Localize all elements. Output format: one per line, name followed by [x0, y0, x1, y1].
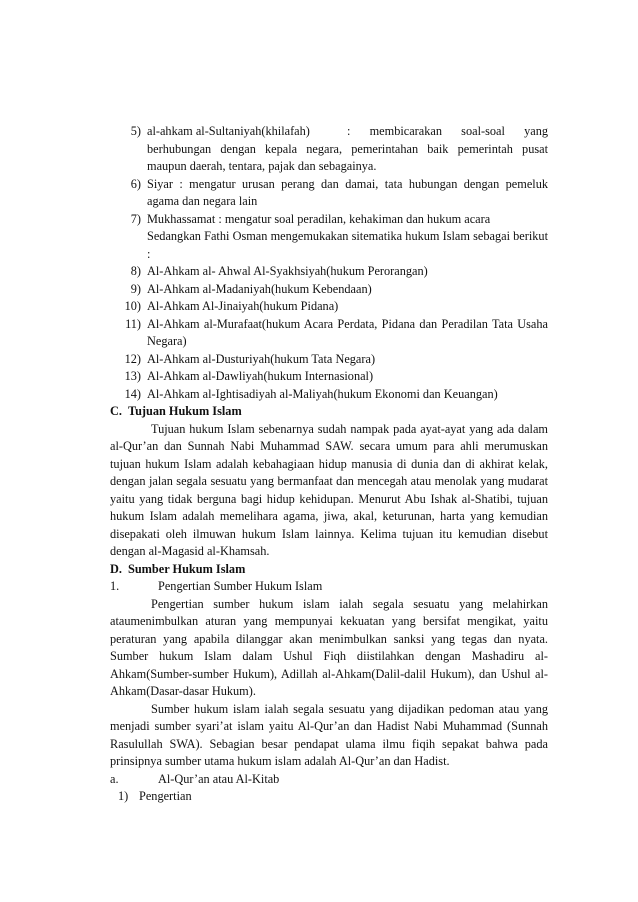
section-title: Tujuan Hukum Islam [128, 404, 242, 418]
list-item-number: 8) [130, 264, 141, 278]
section-letter: C. [110, 404, 122, 418]
subsection-number: 1. [110, 579, 120, 593]
list-item [116, 211, 548, 264]
section-heading [110, 561, 548, 579]
list-item-text: Al-Ahkam al-Dusturiyah(hukum Tata Negara) [147, 351, 376, 366]
list-item-text: Al-Ahkam al- Ahwal Al-Syakhsiyah(hukum Perorangan) [147, 264, 428, 278]
subsection-number: a. [110, 771, 119, 786]
subsection-title: Pengertian Sumber Hukum Islam [158, 579, 323, 593]
document-content [110, 123, 548, 806]
list-item-number: 5) [130, 124, 141, 138]
list-item [116, 263, 548, 281]
list-item-text: Mukhassamat : mengatur soal peradilan, kehakiman dan hukum acara [147, 211, 491, 226]
subsection-heading [110, 788, 548, 806]
list-item-text: Sedangkan Fathi Osman mengemukakan sitematika hukum Islam sebagai berikut : [147, 229, 548, 261]
section-title: Sumber Hukum Islam [128, 561, 246, 576]
list-item-text: Al-Ahkam Al-Jinaiyah(hukum Pidana) [147, 299, 339, 313]
list-item-number: 12) [124, 351, 141, 366]
list-item-text: Al-Ahkam al-Madaniyah(hukum Kebendaan) [147, 281, 372, 296]
list-item [116, 123, 548, 176]
list-item-text: Al-Ahkam al-Murafaat(hukum Acara Perdata, Pidana dan Peradilan Tata Usaha Negara) [147, 316, 548, 348]
list-item-text: Al-Ahkam al-Ightisadiyah al-Maliyah(hukum Ekonomi dan Keuangan) [147, 386, 498, 401]
list-item-number: 7) [130, 211, 141, 226]
subsection-title: Pengertian [139, 789, 192, 803]
list-item [116, 298, 548, 316]
list-item [116, 176, 548, 211]
list-item-text: al-ahkam al-Sultaniyah(khilafah) [147, 124, 310, 138]
list-item [116, 281, 548, 299]
list-item [116, 386, 548, 404]
subsection-heading [110, 578, 548, 596]
list-item-number: 10) [124, 299, 141, 313]
body-paragraph: Sumber hukum islam ialah segala sesuatu yang dijadikan pedoman atau yang menjadi sumber syari’at islam yaitu Al-Qur’an dan Hadist Nabi Muhammad (Sunnah Rasulullah SWA). Sebagian besar pendapat ulama ilmu fiqih sepakat bahwa pada prinsipnya sumber utama hukum islam adalah Al-Qur’an dan Hadist. [110, 701, 548, 768]
list-item [116, 351, 548, 369]
list-item-text: : membicarakan soal-soal yang berhubungan dengan kepala negara, pemerintahan baik pemerintah pusat maupun daerah, tentara, pajak dan sebagainya. [147, 124, 548, 173]
list-item-number: 6) [130, 176, 141, 191]
body-paragraph: Pengertian sumber hukum islam ialah segala sesuatu yang melahirkan ataumenimbulkan aturan yang mempunyai kekuatan yang bersifat mengikat, yaitu peraturan yang apabila dilanggar akan menimbulkan sanksi yang tegas dan nyata. Sumber hukum Islam dalam Ushul Fiqh diistilahkan dengan Mashadiru al-Ahkam(Sumber-sumber Hukum), Adillah al-Ahkam(Dalil-dalil Hukum), dan Ushul al-Ahkam(Dasar-dasar Hukum). [110, 596, 548, 698]
section-heading [110, 403, 548, 421]
section-letter: D. [110, 561, 122, 576]
subsection-number: 1) [118, 789, 129, 803]
list-item [116, 368, 548, 386]
list-item-number: 14) [124, 386, 141, 401]
subsection-title: Al-Qur’an atau Al-Kitab [158, 771, 280, 786]
list-item-text: Siyar : mengatur urusan perang dan damai, tata hubungan dengan pemeluk agama dan negara lain [147, 176, 548, 208]
list-item-number: 11) [125, 316, 141, 331]
list-item-number: 13) [124, 369, 141, 383]
subsection-heading [110, 771, 548, 789]
list-item-number: 9) [130, 281, 141, 296]
list-item [116, 316, 548, 351]
list-item-text: Al-Ahkam al-Dawliyah(hukum Internasional) [147, 369, 374, 383]
numbered-list [110, 123, 548, 403]
body-paragraph: Tujuan hukum Islam sebenarnya sudah nampak pada ayat-ayat yang ada dalam al-Qur’an dan Sunnah Nabi Muhammad SAW. secara umum para ahli merumuskan tujuan hukum Islam adalah kebahagiaan hidup manusia di dunia dan di akhirat kelak, dengan jalan segala sesuatu yang bermanfaat dan mencegah atau menolak yang mudarat yaitu yang tidak berguna bagi hidup kehidupan. Menurut Abu Ishak al-Shatibi, tujuan hukum Islam adalah memelihara agama, jiwa, akal, keturunan, harta yang kemudian disepakati oleh ilmuwan hukum Islam lainnya. Kelima tujuan itu kemudian disebut dengan al-Magasid al-Khamsah. [110, 421, 548, 558]
